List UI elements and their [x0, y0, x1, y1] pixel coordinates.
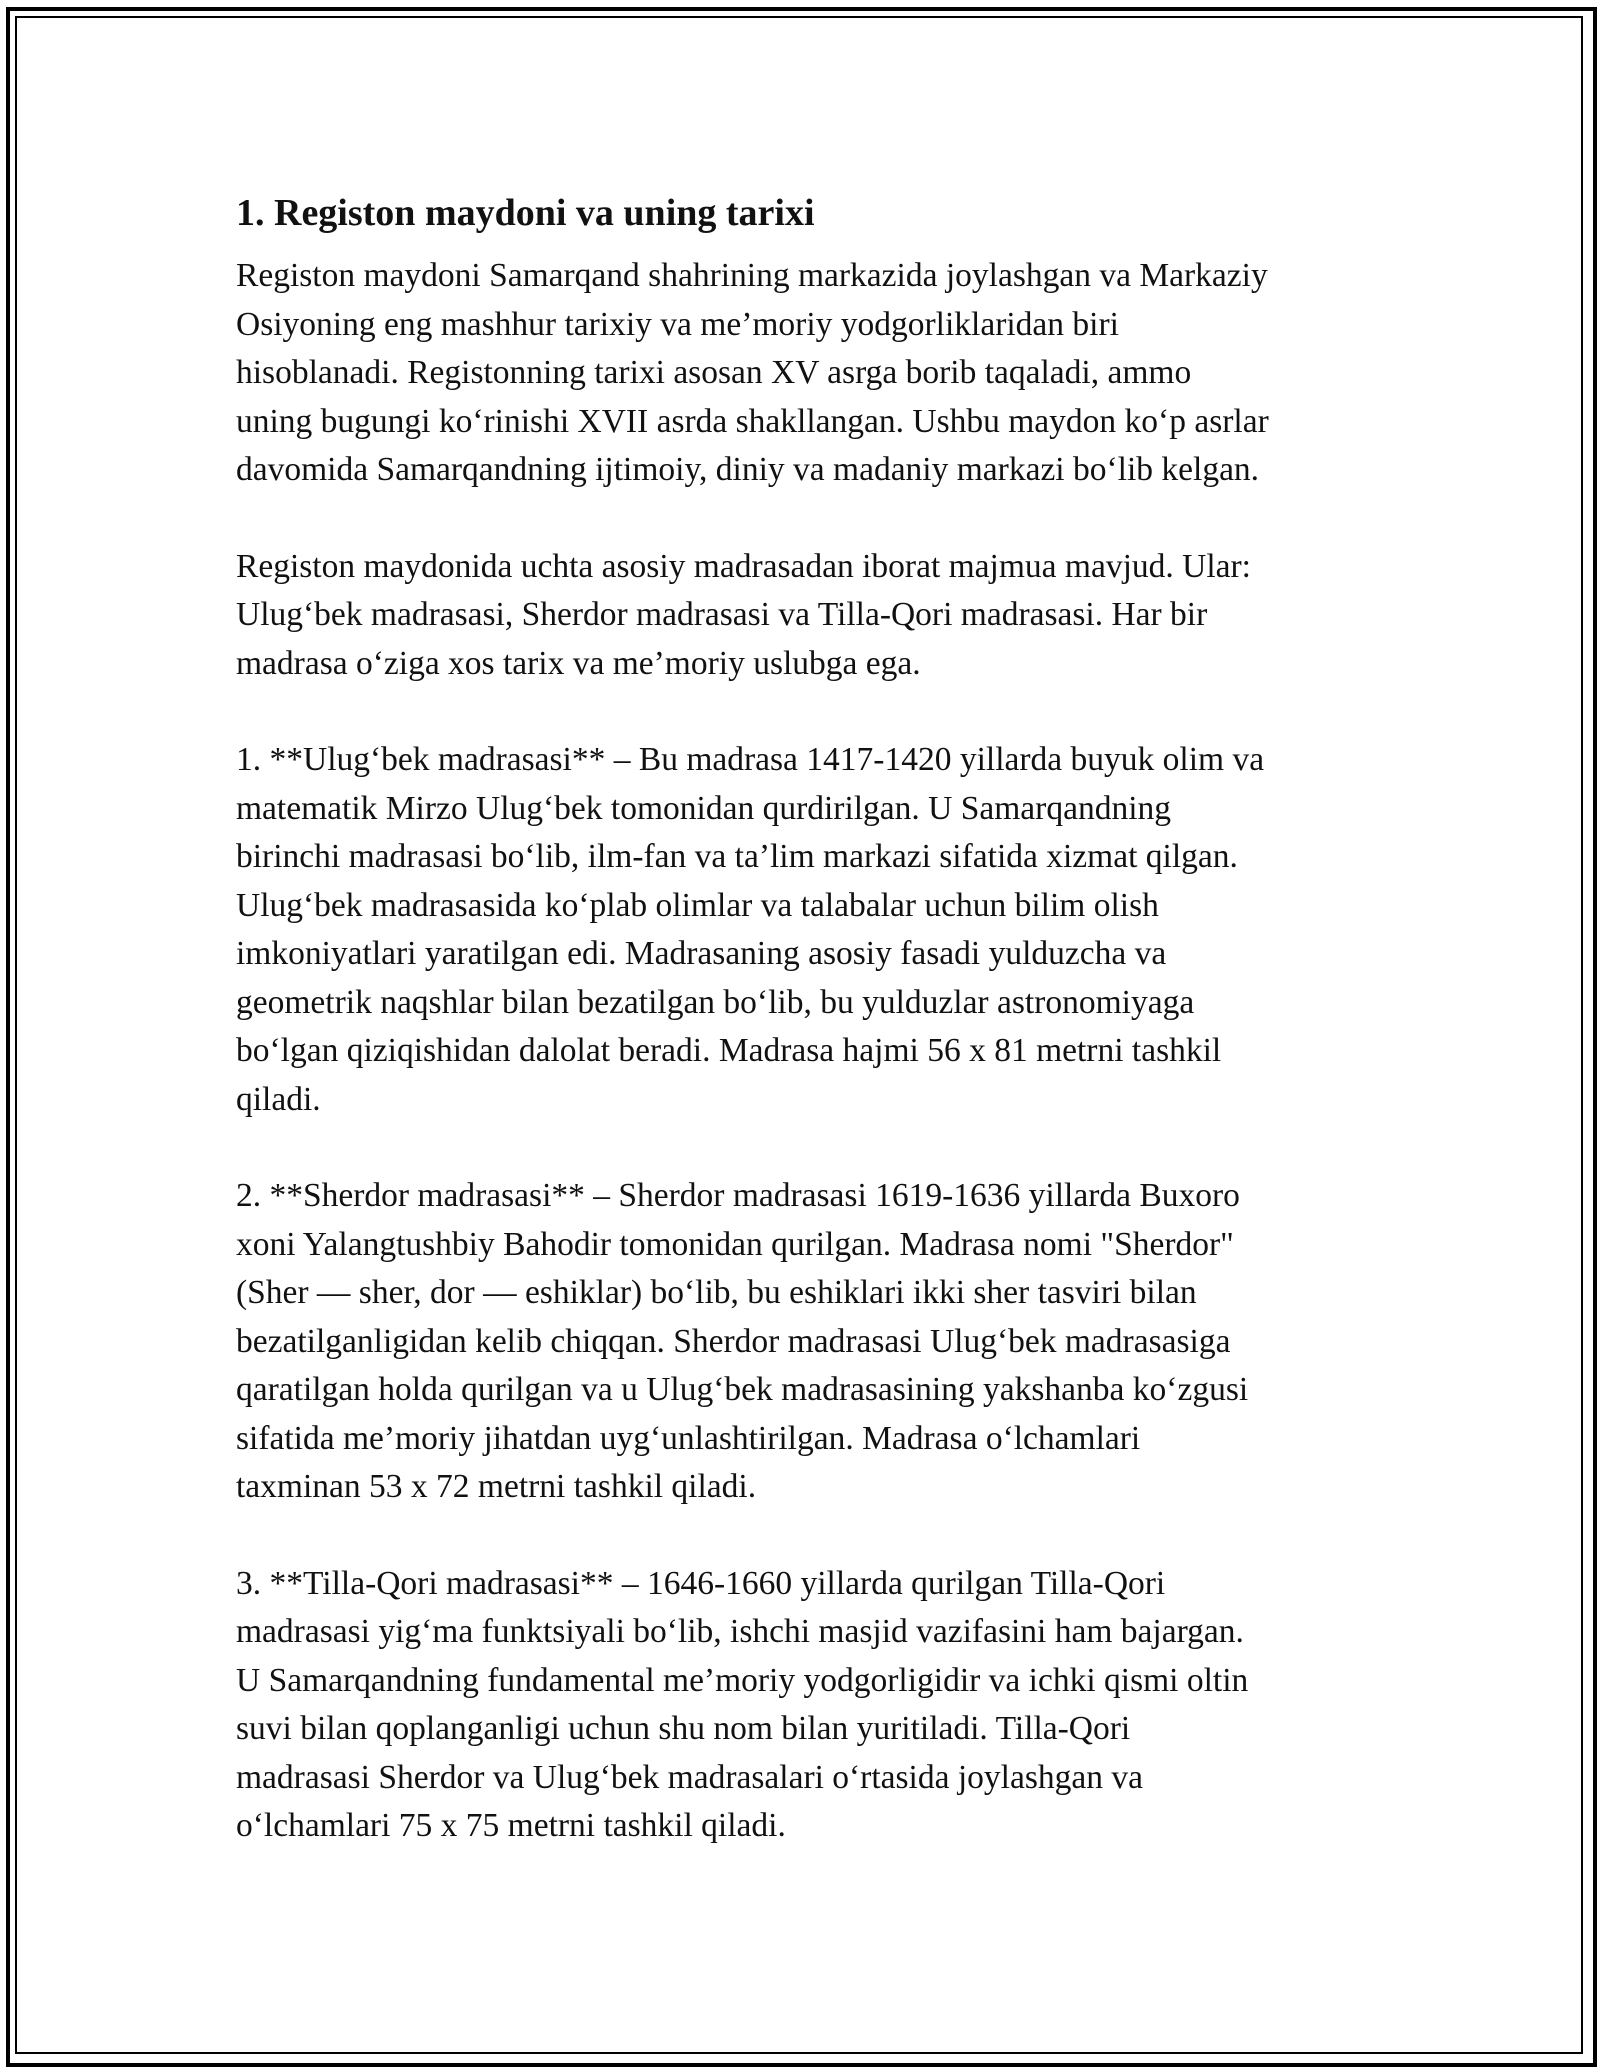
paragraph-ulugbek-madrasa: 1. **Ulug‘bek madrasasi** – Bu madrasa 1417-1420 yillarda buyuk olim va matematik Mirzo Ulug‘bek tomonidan qurdirilgan. U Samarqandning birinchi madrasasi bo‘lib, ilm-fan va ta’lim markazi sifatida xizmat qilgan. Ulug‘bek madrasasida ko‘plab olimlar va talabalar uchun bilim olish imkoniyatlari yaratilgan edi. Madrasaning asosiy fasadi yulduzcha va geometrik naqshlar bilan bezatilgan bo‘lib, bu yulduzlar astronomiyaga bo‘lgan qiziqishidan dalolat beradi. Madrasa hajmi 56 x 81 metrni tashkil qiladi. — [236, 741, 1265, 1118]
document-body — [236, 186, 1386, 1851]
paragraph-sherdor-madrasa: 2. **Sherdor madrasasi** – Sherdor madrasasi 1619-1636 yillarda Buxoro xoni Yalangtushbiy Bahodir tomonidan qurilgan. Madrasa nomi "Sherdor" (Sher — sher, dor — eshiklar) bo‘lib, bu eshiklari ikki sher tasviri bilan bezatilganligidan kelib chiqqan. Sherdor madrasasi Ulug‘bek madrasasiga qaratilgan holda qurilgan va u Ulug‘bek madrasasining yakshanba ko‘zgusi sifatida me’moriy jihatdan uyg‘unlashtirilgan. Madrasa o‘lchamlari taxminan 53 x 72 metrni tashkil qiladi. — [236, 1177, 1249, 1505]
paragraph-intro: Registon maydoni Samarqand shahrining markazida joylashgan va Markaziy Osiyoning eng mashhur tarixiy va me’moriy yodgorliklaridan biri hisoblanadi. Registonning tarixi asosan XV asrga borib taqaladi, ammo uning bugungi ko‘rinishi XVII asrda shakllangan. Ushbu maydon ko‘p asrlar davomida Samarqandning ijtimoiy, diniy va madaniy markazi bo‘lib kelgan. — [236, 257, 1269, 488]
paragraph-tilla-qori-madrasa: 3. **Tilla-Qori madrasasi** – 1646-1660 yillarda qurilgan Tilla-Qori madrasasi yig‘ma funktsiyali bo‘lib, ishchi masjid vazifasini ham bajargan. U Samarqandning fundamental me’moriy yodgorligidir va ichki qismi oltin suvi bilan qoplanganligi uchun shu nom bilan yuritiladi. Tilla-Qori madrasasi Sherdor va Ulug‘bek madrasalari o‘rtasida joylashgan va o‘lchamlari 75 x 75 metrni tashkil qiladi. — [236, 1564, 1249, 1844]
section-heading: 1. Registon maydoni va uning tarixi — [236, 192, 815, 234]
paragraph-complex-overview: Registon maydonida uchta asosiy madrasadan iborat majmua mavjud. Ular: Ulug‘bek madrasasi, Sherdor madrasasi va Tilla-Qori madrasasi. Har bir madrasa o‘ziga xos tarix va me’moriy uslubga ega. — [236, 547, 1251, 682]
